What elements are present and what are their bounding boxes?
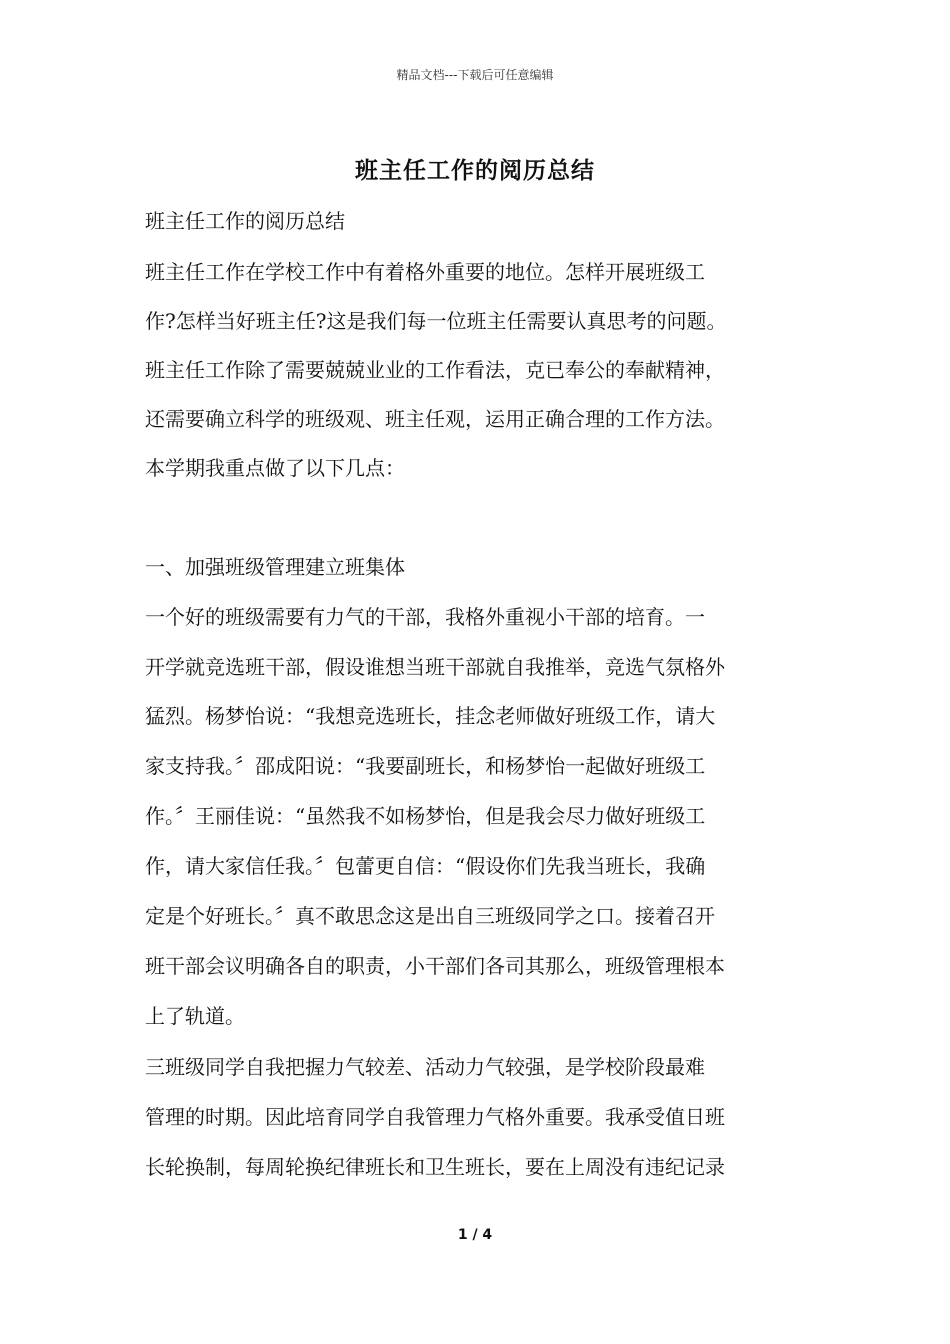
paragraph-line: 作。〞王丽佳说：“虽然我不如杨梦怡，但是我会尽力做好班级工 [145, 804, 706, 828]
page-number: 1 / 4 [457, 1227, 493, 1243]
paragraph-line: 一个好的班级需要有力气的干部，我格外重视小干部的培育。一 [145, 605, 705, 629]
paragraph-line: 三班级同学自我把握力气较差、活动力气较强，是学校阶段最难 [145, 1055, 705, 1079]
paragraph-line: 班主任工作除了需要兢兢业业的工作看法，克已奉公的奉献精神， [145, 358, 725, 382]
paragraph-line: 班干部会议明确各自的职责，小干部们各司其那么，班级管理根本 [145, 954, 725, 978]
paragraph-line: 本学期我重点做了以下几点： [145, 456, 405, 480]
paragraph-line: 家支持我。〞邵成阳说：“我要副班长，和杨梦怡一起做好班级工 [145, 754, 706, 778]
subtitle-line: 班主任工作的阅历总结 [145, 209, 345, 233]
section-heading: 一、加强班级管理建立班集体 [145, 555, 405, 579]
paragraph-line: 开学就竞选班干部，假设谁想当班干部就自我推举，竞选气氛格外 [145, 655, 725, 679]
paragraph-line: 猛烈。杨梦怡说：“我想竞选班长，挂念老师做好班级工作，请大 [145, 704, 716, 728]
paragraph-line: 管理的时期。因此培育同学自我管理力气格外重要。我承受值日班 [145, 1105, 725, 1129]
paragraph-line: 班主任工作在学校工作中有着格外重要的地位。怎样开展班级工 [145, 260, 705, 284]
paragraph-line: 定是个好班长。〞真不敢思念这是出自三班级同学之口。接着召开 [145, 904, 715, 928]
paragraph-line: 作，请大家信任我。〞包蕾更自信：“假设你们先我当班长，我确 [145, 854, 706, 878]
paragraph-line: 上了轨道。 [145, 1004, 245, 1028]
document-title: 班主任工作的阅历总结 [355, 157, 595, 184]
paragraph-line: 作?怎样当好班主任?这是我们每一位班主任需要认真思考的问题。 [145, 309, 727, 333]
paragraph-line: 长轮换制，每周轮换纪律班长和卫生班长，要在上周没有违纪记录 [145, 1155, 725, 1179]
paragraph-line: 还需要确立科学的班级观、班主任观，运用正确合理的工作方法。 [145, 407, 725, 431]
page-header: 精品文档---下载后可任意编辑 [396, 68, 554, 82]
